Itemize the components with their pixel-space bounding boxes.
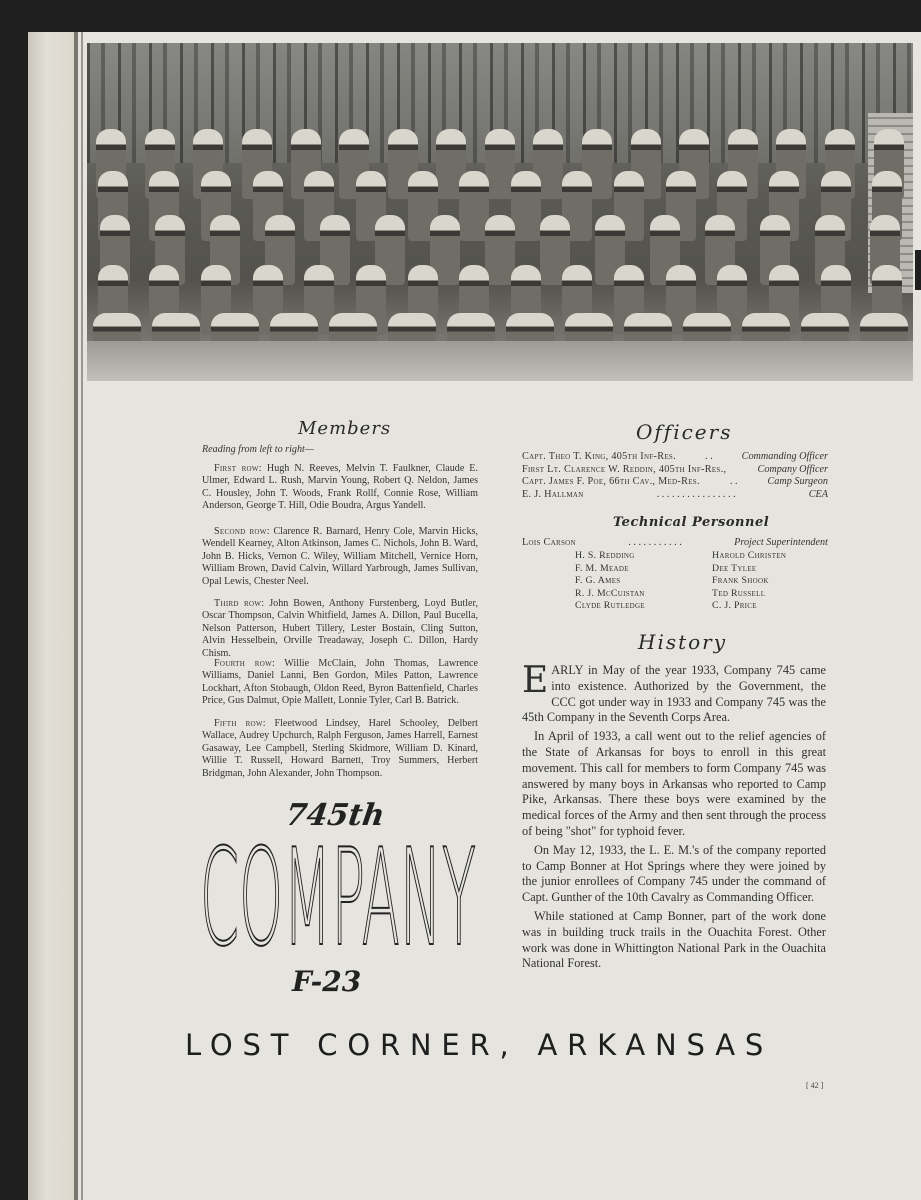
tech-staff-name: H. S. Redding bbox=[575, 550, 635, 561]
row-names: Willie McClain, John Thomas, Lawrence Williams, Daniel Lanni, Ben Gordon, Miles Patton, Lawrence Lockhart, Afton Stobaugh, Oldon Reed, Byron Battenfield, Charles Price, Gus Dalmut, Opie Mallett, Lonnie Tyler, Carl B. Batrick. bbox=[202, 658, 479, 707]
history-paragraph-2: In April of 1933, a call went out to the relief agencies of the State of Arkansas for boys to enroll in this great movement. This call for members to form Company 745 was answered by many boys in Arkansas who reported to Camp Pike, Arkansas. There these boys were examined by the medical forces of the Army and then sent through the process of being "shot" for typhoid fever. bbox=[522, 729, 826, 838]
row-names: Hugh N. Reeves, Melvin T. Faulkner, Claude E. Ulmer, Edward L. Rush, Marvin Young, Robert Q. Neldon, James C. Housley, John T. Woods, Frank Rollf, Connie Rose, William Anderson, George T. Hill, Odie Boudra, Argus Yandell. bbox=[202, 463, 478, 512]
row-names: Fleetwood Lindsey, Harel Schooley, Delbert Wallace, Audrey Upchurch, Ralph Ferguson, James Harrell, Earnest Gasaway, Lee Campbell, Sterling Skidmore, William D. Kinard, Willie T. Russell, Howard Barnett, Troy Summers, Herbert Bridgman, John Alexander, John Thompson. bbox=[202, 718, 478, 779]
officer-name: Capt. Theo T. King, 405th Inf-Res. bbox=[522, 451, 676, 462]
tech-staff-name: F. M. Meade bbox=[575, 562, 629, 574]
officers-heading: Officers bbox=[636, 420, 733, 444]
tech-staff-name: Frank Shook bbox=[712, 575, 769, 587]
history-paragraph-3: On May 12, 1933, the L. E. M.'s of the company reported to Camp Bonner at Hot Springs where they were joined by the junior enrollees of Company 745 under the command of Capt. Gunther of the 10th Cavalry as Commanding Officer. bbox=[522, 842, 826, 905]
row-label: Third row: bbox=[214, 598, 265, 609]
row-label: Fifth row: bbox=[214, 718, 266, 729]
officer-row bbox=[522, 464, 828, 477]
company-number: 745th bbox=[283, 798, 387, 833]
history-paragraph-1 bbox=[522, 660, 826, 726]
history-text bbox=[522, 660, 826, 975]
tech-staff-name: R. J. McCuistan bbox=[575, 587, 645, 599]
officer-dots: . . bbox=[705, 451, 713, 462]
members-row-1 bbox=[202, 463, 478, 513]
photo-ground bbox=[87, 341, 913, 381]
officer-role: Commanding Officer bbox=[741, 451, 828, 462]
tech-staff-name: Clyde Rutledge bbox=[575, 600, 645, 612]
members-row-5 bbox=[202, 718, 478, 780]
officer-name: E. J. Hallman bbox=[522, 488, 584, 500]
officer-name: First Lt. Clarence W. Reddin, 405th Inf-Res., bbox=[522, 463, 727, 475]
group-photo bbox=[87, 43, 913, 381]
members-row-4 bbox=[202, 658, 478, 708]
history-paragraph-4: While stationed at Camp Bonner, part of the work done was in building truck trails in the Ouachita Forest. Other work was done in Whittington National Park in the Ouachita National Forest. bbox=[522, 908, 826, 971]
officer-row bbox=[522, 451, 828, 464]
page-tab bbox=[915, 250, 921, 290]
row-names: Clarence R. Barnard, Henry Cole, Marvin Hicks, Wendell Kearney, Alton Atkinson, James C. Nichols, John B. Ward, John B. Hicks, Vernon C. Wiley, William Mitchell, Vernice Horn, William Brown, David Calvin, Willard Yarbrough, James Sullivan, Opal Lewis, Chester Neel. bbox=[202, 526, 478, 587]
tech-staff-name: Ted Russell bbox=[712, 587, 766, 599]
gutter-line-secondary bbox=[81, 32, 83, 1200]
gutter-line bbox=[74, 32, 78, 1200]
row-names: John Bowen, Anthony Furstenberg, Loyd Butler, Oscar Thompson, Calvin Whitfield, James A. Dillon, Paul Bucella, Nelson Patterson, Hubert Tillery, Lester Bostain, Cling Sutton, Alvin Hesselbein, Orville Treadaway, Joseph C. Dillon, Hardy Chism. bbox=[202, 598, 478, 659]
tech-staff-name: Dee Tylee bbox=[712, 562, 757, 574]
members-row-2 bbox=[202, 526, 478, 588]
page-binding bbox=[28, 32, 74, 1200]
company-word: COMPANY bbox=[200, 840, 476, 952]
officer-dots: . . . . . . . . . . . . . . . . bbox=[656, 488, 736, 500]
members-intro: Reading from left to right— bbox=[202, 444, 314, 455]
location-title: LOST CORNER, ARKANSAS bbox=[185, 1028, 774, 1062]
page-number: [ 42 ] bbox=[806, 1081, 824, 1090]
officer-role: Company Officer bbox=[757, 463, 828, 475]
row-label: Fourth row: bbox=[214, 658, 276, 669]
officer-row bbox=[522, 476, 828, 489]
tech-staff-name: Harold Christen bbox=[712, 550, 787, 561]
tech-staff-name: C. J. Price bbox=[712, 600, 757, 612]
technical-staff-grid bbox=[575, 550, 815, 613]
history-p1-text: ARLY in May of the year 1933, Company 745 came into existence. Authorized by the Government, the CCC got under way in 1933 and Company 745 was the 45th Company in the Seventh Corps Area. bbox=[522, 663, 826, 725]
row-label: Second row: bbox=[214, 526, 270, 537]
officer-row bbox=[522, 489, 828, 502]
technical-heading: Technical Personnel bbox=[613, 515, 770, 530]
tech-lead-name: Lois Carson bbox=[522, 537, 576, 548]
tech-lead-role: Project Superintendent bbox=[734, 537, 828, 548]
technical-lead bbox=[522, 537, 828, 550]
tech-lead-dots: . . . . . . . . . . . bbox=[628, 537, 682, 548]
members-heading: Members bbox=[298, 418, 392, 439]
officer-name: Capt. James F. Poe, 66th Cav., Med-Res. bbox=[522, 476, 700, 488]
history-heading: History bbox=[638, 630, 728, 654]
tech-staff-name: F. G. Ames bbox=[575, 575, 621, 587]
history-dropcap: E bbox=[522, 660, 549, 701]
officer-role: Camp Surgeon bbox=[767, 476, 828, 488]
members-row-3 bbox=[202, 598, 478, 660]
officer-role: CEA bbox=[808, 488, 828, 500]
officer-dots: . . bbox=[729, 476, 738, 488]
company-code: F-23 bbox=[292, 965, 362, 998]
row-label: First row: bbox=[214, 463, 262, 474]
company-word-graphic bbox=[200, 840, 478, 952]
officers-list bbox=[522, 451, 828, 501]
